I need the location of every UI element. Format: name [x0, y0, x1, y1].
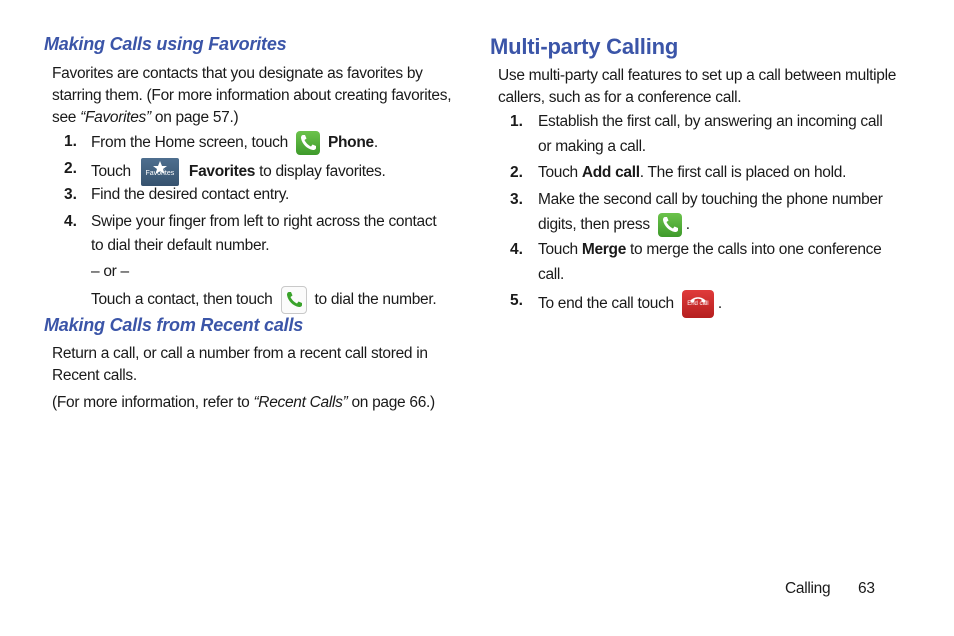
- step-number: 4.: [64, 213, 77, 230]
- end-call-icon-label: End call: [687, 301, 709, 307]
- recent-calls-reference-link[interactable]: “Recent Calls”: [253, 394, 348, 411]
- recent-line-3: [52, 392, 435, 414]
- merge-label: Merge: [581, 241, 627, 258]
- step-number: 5.: [510, 292, 523, 309]
- favorites-icon-label: Favorites: [145, 170, 175, 177]
- text: Touch: [91, 163, 131, 181]
- text: . The first call is placed on hold.: [639, 164, 847, 181]
- mp-step-3-line-2: [538, 213, 690, 237]
- step-number: 3.: [64, 186, 77, 203]
- recent-calls-heading: Making Calls from Recent calls: [44, 315, 304, 335]
- mp-step-1-line-2: or making a call.: [538, 138, 646, 155]
- favorites-intro-line-2: starring them. (For more information about creating favorites,: [52, 87, 452, 104]
- or-separator: – or –: [91, 263, 129, 280]
- footer-section: Calling: [785, 580, 831, 597]
- text: Touch a contact, then touch: [91, 291, 273, 309]
- mp-step-5-text: [538, 290, 722, 318]
- mp-step-1-line-1: Establish the first call, by answering an incoming call: [538, 113, 883, 130]
- multi-party-intro-line-1: Use multi-party call features to set up a call between multiple: [498, 67, 897, 84]
- step-4-line-1: Swipe your finger from left to right across the contact: [91, 213, 437, 230]
- favorites-intro-line-3: [52, 107, 238, 129]
- phone-label: Phone: [327, 134, 374, 152]
- text: to display favorites.: [255, 163, 386, 181]
- phone-icon: [658, 213, 682, 237]
- text: Touch: [538, 164, 582, 181]
- text: (For more information, refer to: [52, 394, 254, 411]
- multi-party-intro-line-2: callers, such as for a conference call.: [498, 89, 742, 106]
- text: .: [685, 216, 690, 234]
- step-1-text: [91, 131, 378, 155]
- step-number: 3.: [510, 191, 523, 208]
- favorites-intro-line-1: Favorites are contacts that you designate as favorites by: [52, 65, 423, 82]
- text: .: [373, 134, 378, 152]
- favorites-star-icon: [141, 158, 179, 186]
- text: From the Home screen, touch: [91, 134, 288, 152]
- recent-line-1: Return a call, or call a number from a recent call stored in: [52, 345, 428, 362]
- mp-step-3-line-1: Make the second call by touching the phone number: [538, 191, 883, 208]
- page-number: 63: [858, 580, 875, 597]
- step-number: 1.: [510, 113, 523, 130]
- text: on page 57.): [150, 109, 239, 126]
- end-call-icon: [682, 290, 714, 318]
- step-4-line-2: to dial their default number.: [91, 237, 270, 254]
- recent-line-2: Recent calls.: [52, 367, 137, 384]
- add-call-label: Add call: [581, 164, 640, 181]
- favorites-reference-link[interactable]: “Favorites”: [80, 109, 151, 126]
- text: see: [52, 109, 81, 126]
- mp-step-4-line-1: [538, 239, 881, 261]
- phone-dial-icon: [281, 286, 307, 314]
- step-number: 2.: [510, 164, 523, 181]
- text: on page 66.): [347, 394, 435, 411]
- text: .: [717, 295, 722, 313]
- phone-icon: [296, 131, 320, 155]
- text: To end the call touch: [538, 295, 674, 313]
- mp-step-2-text: [538, 162, 846, 184]
- text: Touch: [538, 241, 582, 258]
- step-2-text: [91, 158, 386, 186]
- multi-party-heading: Multi-party Calling: [490, 34, 679, 59]
- mp-step-4-line-2: call.: [538, 266, 565, 283]
- text: digits, then press: [538, 216, 650, 234]
- step-3-text: Find the desired contact entry.: [91, 186, 290, 203]
- favorites-heading: Making Calls using Favorites: [44, 34, 287, 54]
- step-number: 4.: [510, 241, 523, 258]
- text: to merge the calls into one conference: [626, 241, 882, 258]
- step-number: 1.: [64, 133, 77, 150]
- alternative-step: [91, 286, 436, 314]
- text: to dial the number.: [314, 291, 437, 309]
- favorites-label: Favorites: [188, 163, 256, 181]
- step-number: 2.: [64, 160, 77, 177]
